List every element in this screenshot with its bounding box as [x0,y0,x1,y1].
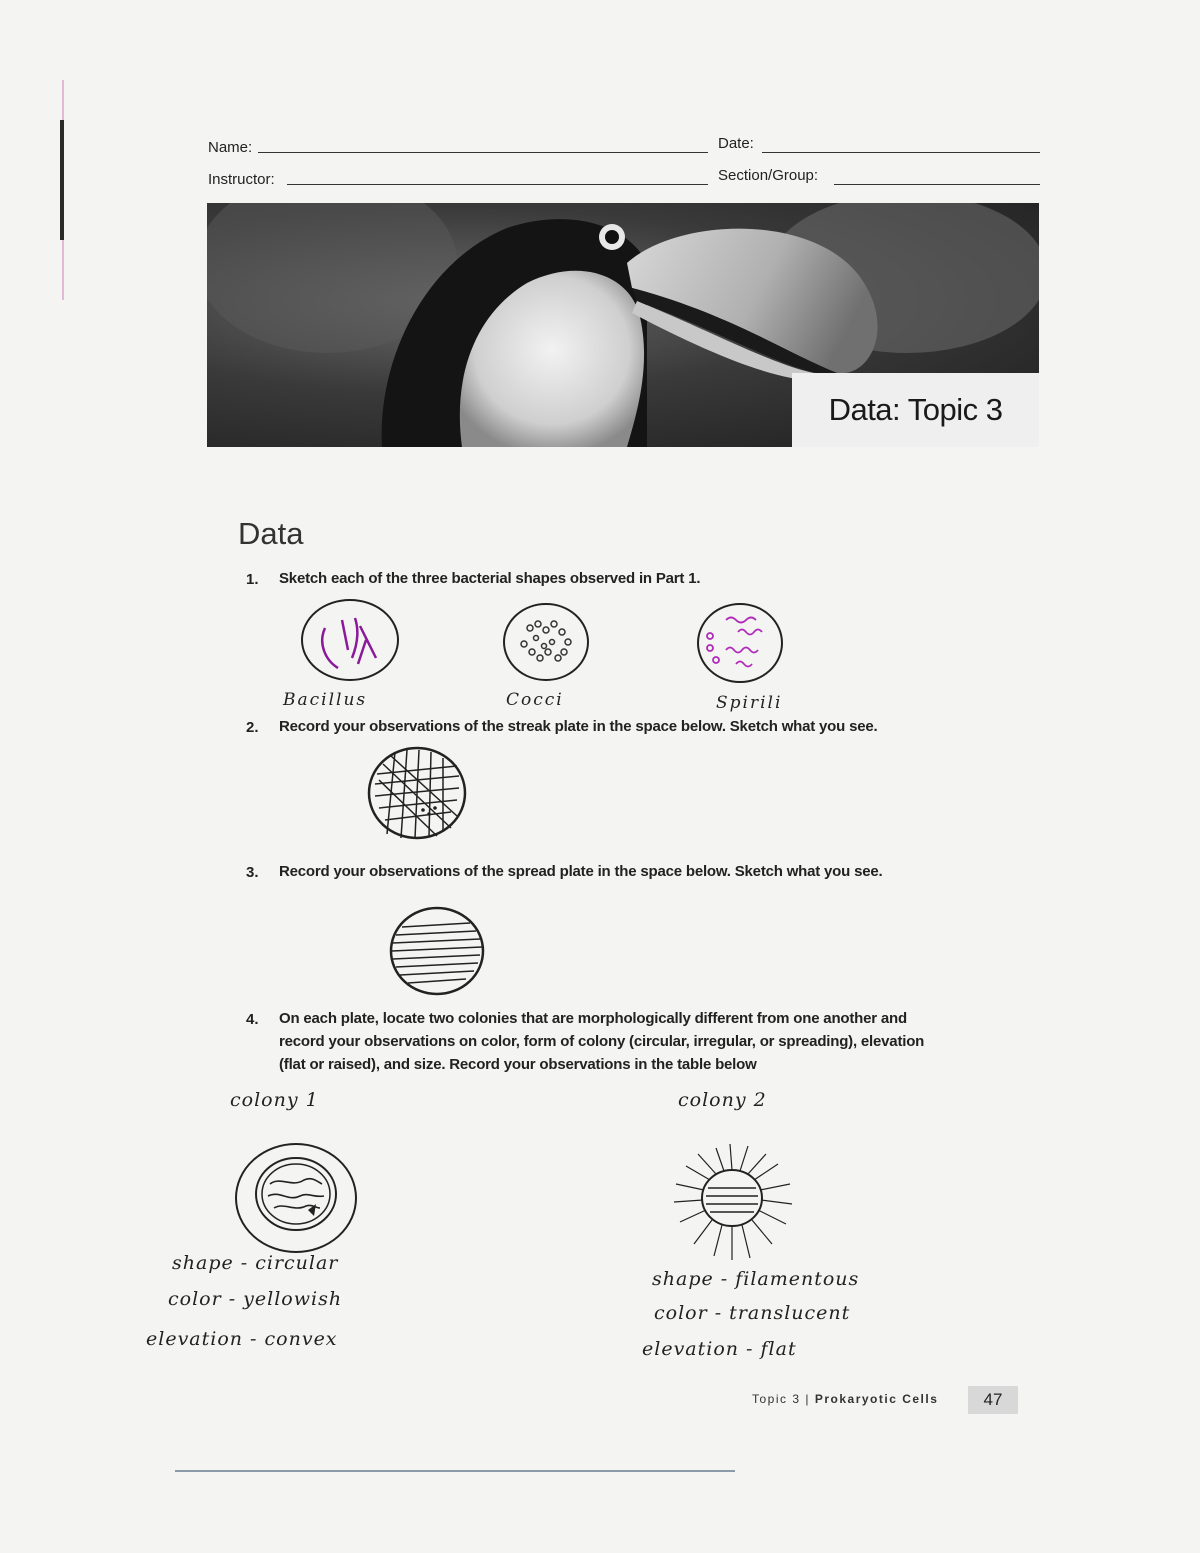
cocci-sketch [502,602,592,682]
banner-title-box [792,373,1039,447]
question-4-text: On each plate, locate two colonies that are morphologically different from one another and record your observations on color, form of colony (circular, irregular, or spreading), elevation (flat or raised), and size. Record your observations in the table below [279,1010,925,1073]
bottom-rule [175,1470,735,1472]
streak-plate-sketch [365,744,469,842]
colony-2-sketch [668,1140,798,1264]
spirili-sketch [696,602,786,684]
colony-1-sketch [234,1140,360,1256]
page-edge-shadow [60,120,64,240]
question-2-number: 2. [246,719,259,736]
name-field-line [258,152,708,153]
question-4-number: 4. [246,1011,259,1028]
section-label: Section/Group: [718,167,819,184]
footer-topic: Topic 3 | Prokaryotic Cells [752,1392,939,1406]
toucan-banner [207,203,1039,447]
banner-title: Data: Topic 3 [828,392,1003,427]
bacillus-label: Bacillus [283,690,368,710]
question-1-text: Sketch each of the three bacterial shapes observed in Part 1. [279,570,701,587]
section-field-line [834,184,1040,185]
colony-1-elevation: elevation - convex [146,1328,338,1350]
question-2-text: Record your observations of the streak plate in the space below. Sketch what you see. [279,718,878,735]
spirili-label: Spirili [716,693,783,713]
colony-2-title: colony 2 [678,1089,767,1111]
question-1-number: 1. [246,571,259,588]
colony-2-color: color - translucent [654,1302,851,1324]
question-3-number: 3. [246,864,259,881]
bacillus-sketch [300,598,402,684]
spread-plate-sketch [388,905,486,997]
colony-2-shape: shape - filamentous [652,1268,860,1290]
colony-1-color: color - yellowish [168,1288,343,1310]
date-label: Date: [718,135,754,152]
name-label: Name: [208,139,253,156]
cocci-label: Cocci [506,690,564,710]
section-heading: Data [238,516,304,551]
colony-1-shape: shape - circular [172,1252,339,1274]
colony-1-title: colony 1 [230,1089,319,1111]
date-field-line [762,152,1040,153]
page-number: 47 [968,1386,1018,1414]
instructor-label: Instructor: [208,171,275,188]
instructor-field-line [287,184,708,185]
colony-2-elevation: elevation - flat [642,1338,797,1360]
question-3-text: Record your observations of the spread plate in the space below. Sketch what you see. [279,863,883,880]
